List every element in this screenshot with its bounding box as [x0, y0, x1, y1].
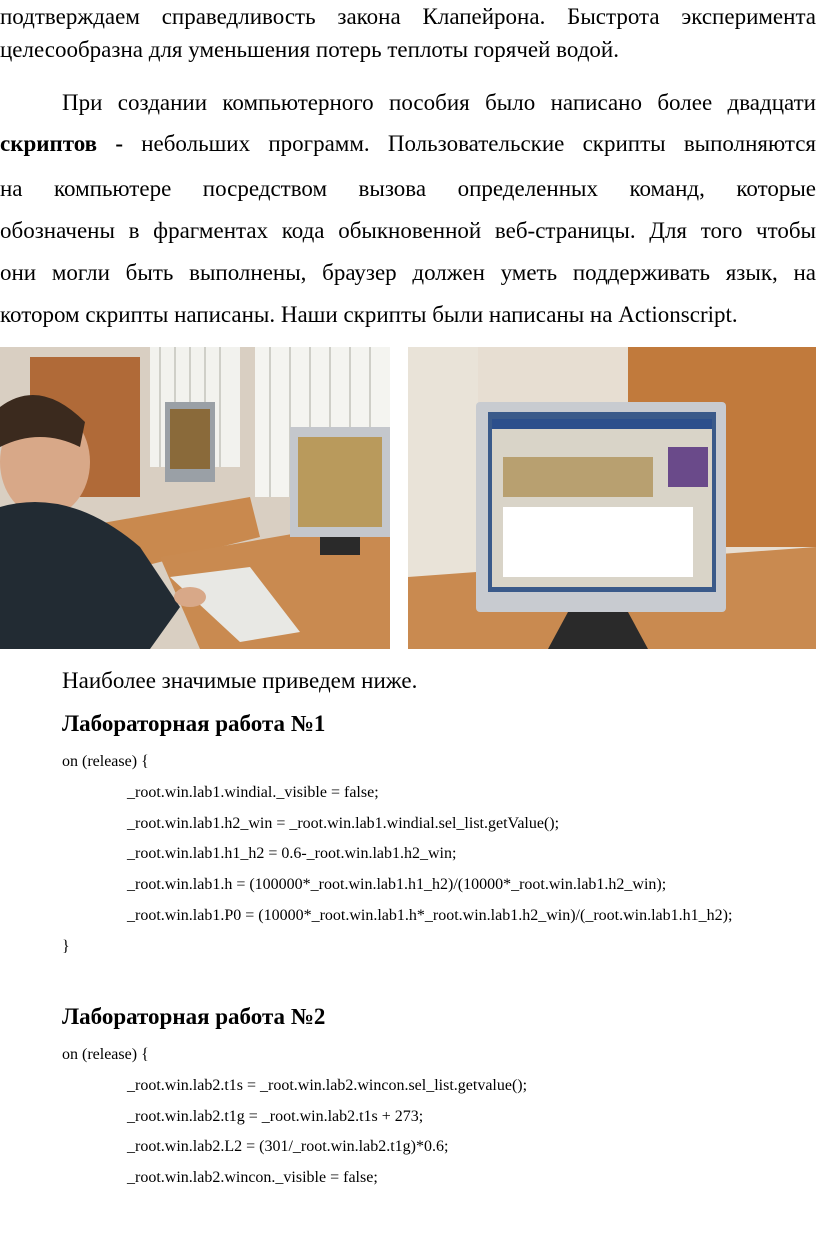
paragraph-2-line-3: на компьютере посредством вызова определенных команд, которые: [0, 176, 816, 201]
bold-term-scripts: скриптов -: [0, 131, 123, 156]
photo-monitor-closeup-drawing: [408, 347, 816, 649]
paragraph-2-line-2-rest: небольших программ. Пользовательские скрипты выполняются: [122, 131, 816, 156]
lab1-code-line-3: _root.win.lab1.h1_h2 = 0.6-_root.win.lab1.h2_win;: [127, 845, 457, 862]
lab1-code-line-4: _root.win.lab1.h = (100000*_root.win.lab1.h1_h2)/(10000*_root.win.lab1.h2_win);: [127, 876, 667, 893]
paragraph-2-line-4: обозначены в фрагментах кода обыкновенной веб-страницы. Для того чтобы: [0, 218, 816, 243]
lab2-code-line-2: _root.win.lab2.t1g = _root.win.lab2.t1s + 273;: [127, 1108, 424, 1125]
paragraph-2-line-6: котором скрипты написаны. Наши скрипты были написаны на Actionscript.: [0, 302, 738, 327]
photo-monitor-closeup: [408, 347, 816, 649]
paragraph-1-line-1: подтверждаем справедливость закона Клапейрона. Быстрота эксперимента: [0, 4, 816, 29]
lab2-heading: Лабораторная работа №2: [62, 1004, 326, 1029]
lab2-code-line-4: _root.win.lab2.wincon._visible = false;: [127, 1169, 378, 1186]
paragraph-2-line-2: [0, 131, 816, 157]
lab1-heading: Лабораторная работа №1: [62, 711, 326, 736]
lab2-code-open: on (release) {: [62, 1046, 149, 1063]
lab1-code-close: }: [62, 938, 70, 955]
photo-classroom-student: [0, 347, 390, 649]
lab2-code-line-3: _root.win.lab2.L2 = (301/_root.win.lab2.t1g)*0.6;: [127, 1138, 449, 1155]
lab2-code-line-1: _root.win.lab2.t1s = _root.win.lab2.wincon.sel_list.getvalue();: [127, 1077, 528, 1094]
lab1-code-open: on (release) {: [62, 753, 149, 770]
lab1-code-line-1: _root.win.lab1.windial._visible = false;: [127, 784, 379, 801]
lab1-code-line-5: _root.win.lab1.P0 = (10000*_root.win.lab1.h*_root.win.lab1.h2_win)/(_root.win.lab1.h1_h2);: [127, 907, 733, 924]
lab1-code-line-2: _root.win.lab1.h2_win = _root.win.lab1.windial.sel_list.getValue();: [127, 815, 560, 832]
paragraph-1-line-2: целесообразна для уменьшения потерь теплоты горячей водой.: [0, 37, 619, 62]
code-intro: Наиболее значимые приведем ниже.: [62, 668, 418, 693]
paragraph-2-line-5: они могли быть выполнены, браузер должен уметь поддерживать язык, на: [0, 260, 816, 285]
paragraph-2-line-1: При создании компьютерного пособия было написано более двадцати: [62, 90, 816, 115]
photo-classroom-student-drawing: [0, 347, 390, 649]
